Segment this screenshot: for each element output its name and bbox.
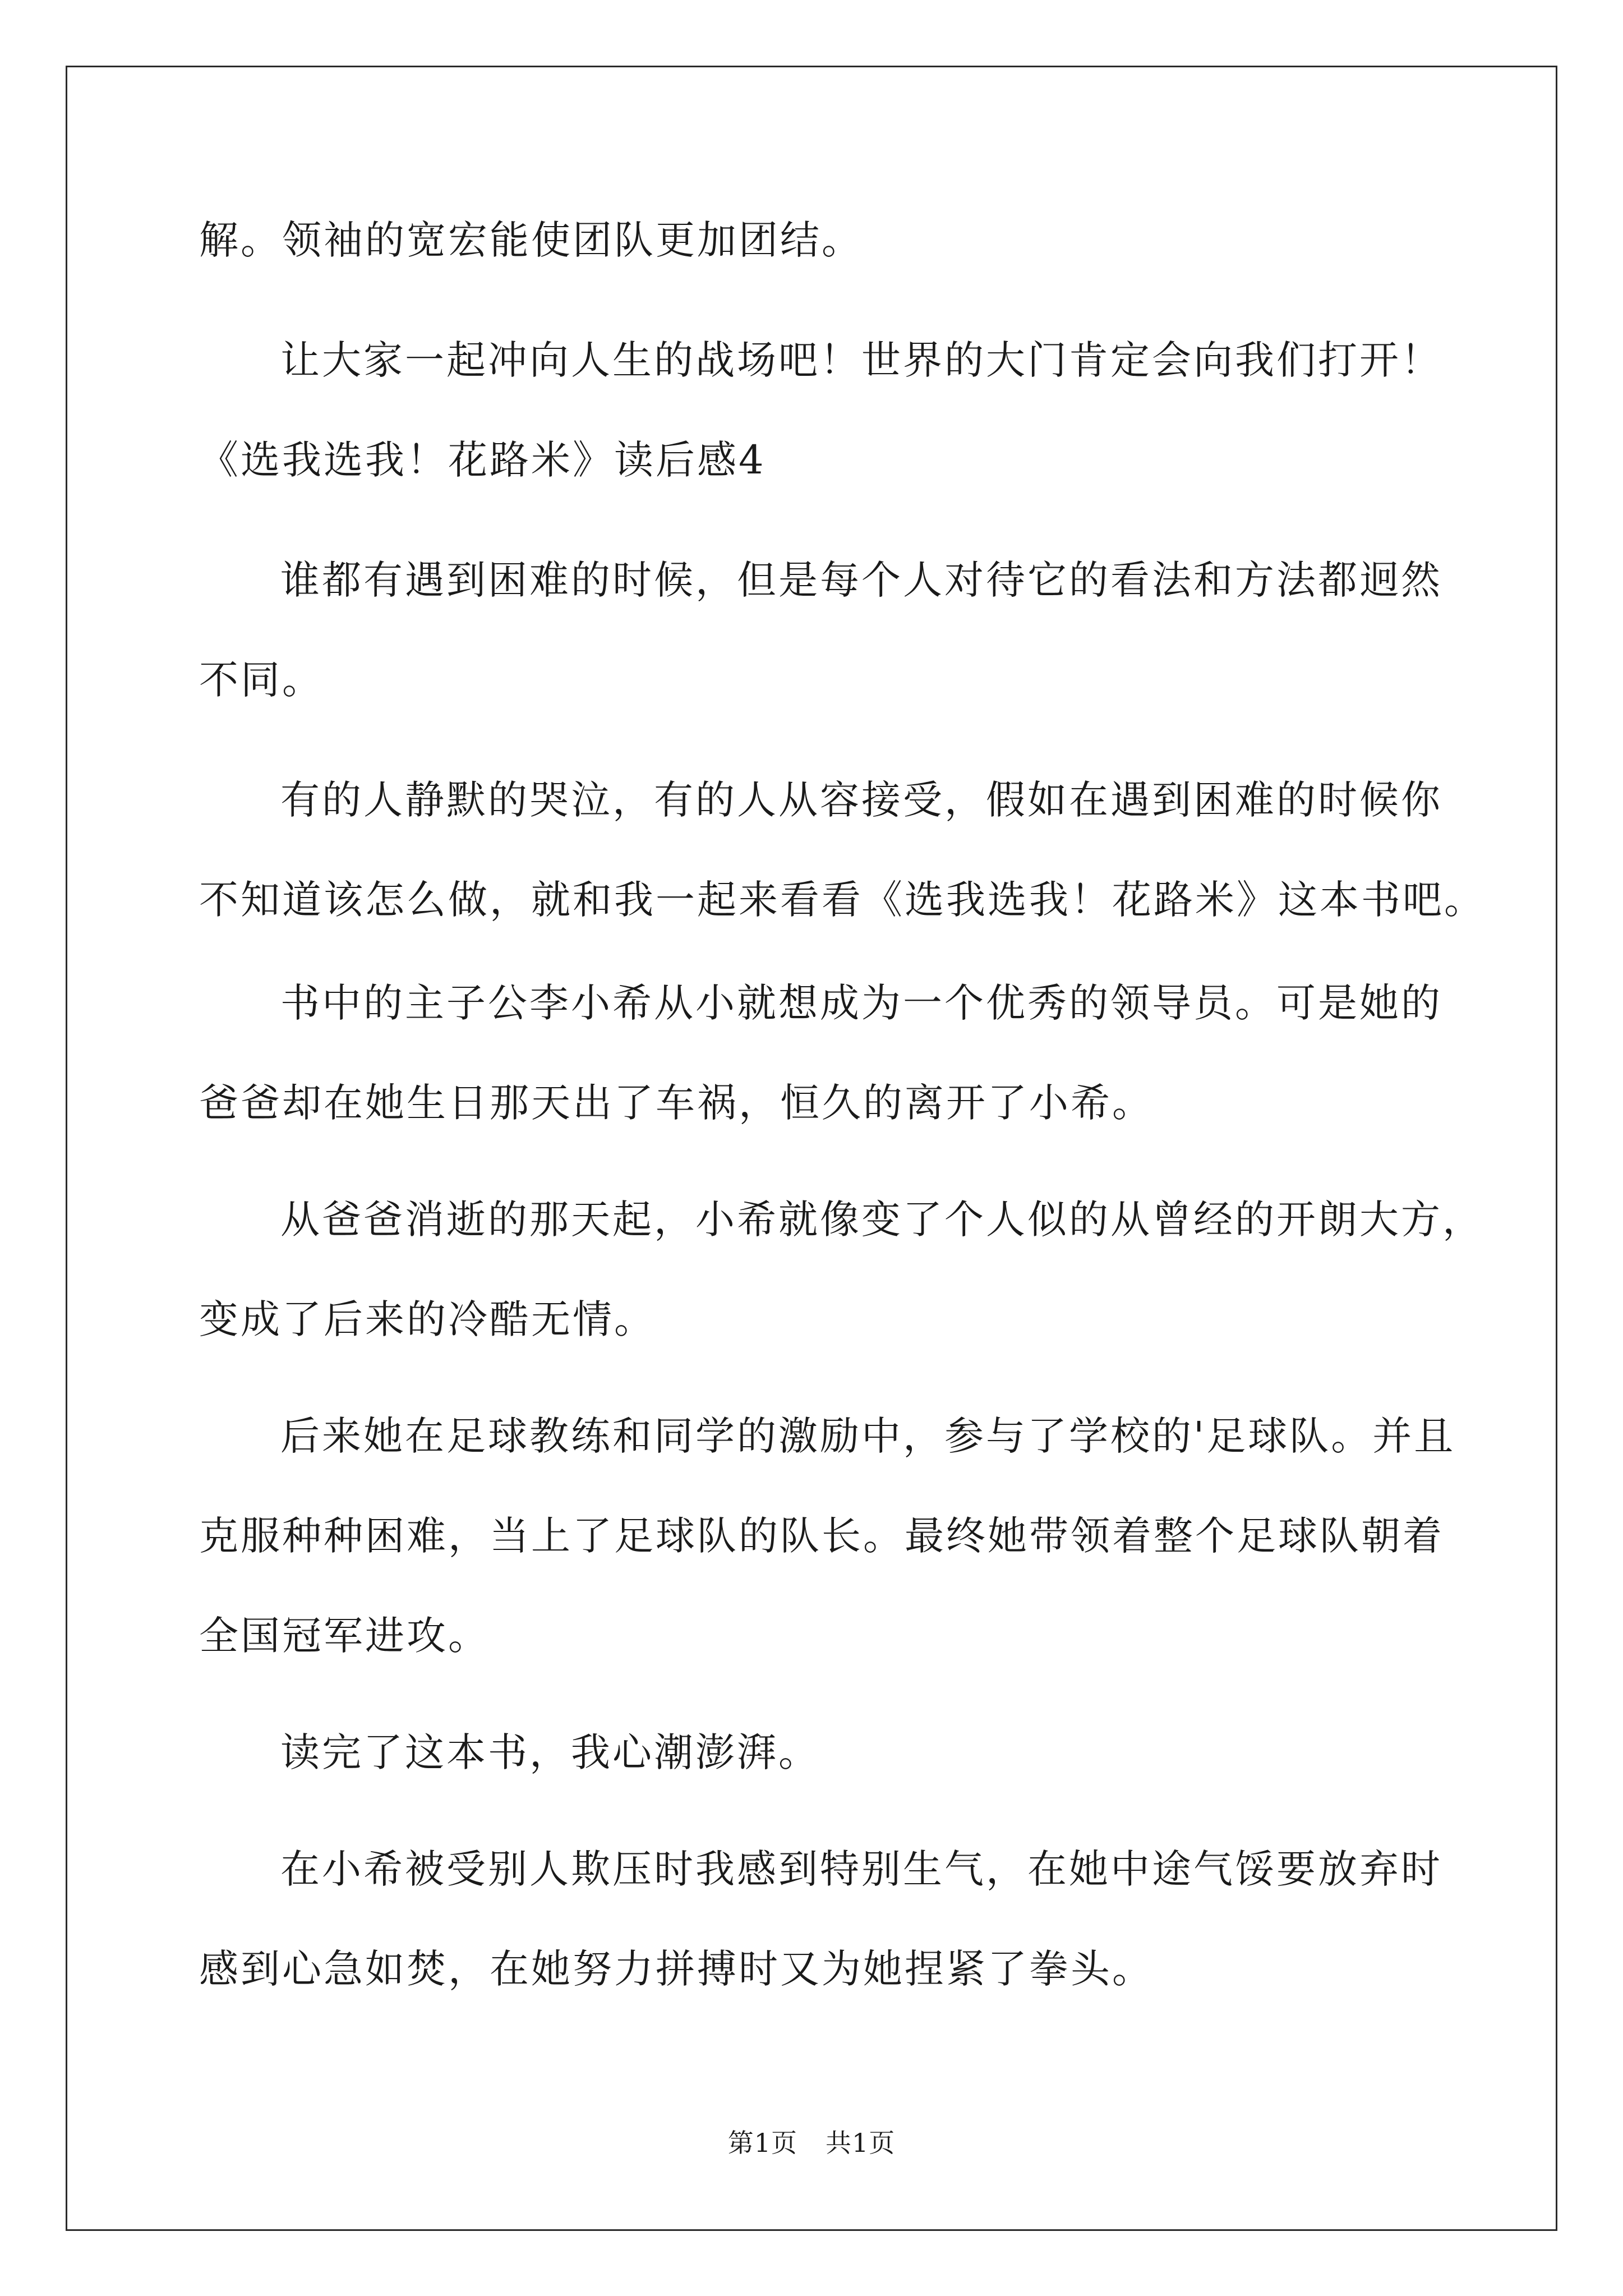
text-line: 不知道该怎么做，就和我一起来看看《选我选我！花路米》这本书吧。 (199, 877, 1486, 923)
text-line: 变成了后来的冷酷无情。 (199, 1296, 656, 1342)
text-line: 爸爸却在她生日那天出了车祸，恒久的离开了小希。 (199, 1080, 1154, 1126)
text-line: 不同。 (199, 657, 324, 703)
section-heading: 《选我选我！花路米》读后感4 (199, 437, 766, 483)
text-line: 有的人静默的哭泣，有的人从容接受，假如在遇到困难的时候你 (280, 777, 1442, 823)
text-line: 全国冠军进攻。 (199, 1613, 490, 1659)
text-line: 谁都有遇到困难的时候，但是每个人对待它的看法和方法都迥然 (280, 557, 1442, 603)
text-line: 克服种种困难，当上了足球队的队长。最终她带领着整个足球队朝着 (199, 1513, 1444, 1559)
text-line: 从爸爸消逝的那天起，小希就像变了个人似的从曾经的开朗大方， (280, 1197, 1484, 1243)
page-footer (0, 2126, 1623, 2160)
document-body (199, 213, 1486, 1996)
page-total: 共1页 (826, 2128, 896, 2158)
text-line: 让大家一起冲向人生的战场吧！世界的大门肯定会向我们打开！ (280, 337, 1442, 383)
text-line: 书中的主子公李小希从小就想成为一个优秀的领导员。可是她的 (280, 980, 1442, 1026)
page-number: 第1页 (727, 2128, 797, 2158)
text-line: 读完了这本书，我心潮澎湃。 (280, 1729, 820, 1775)
text-line: 后来她在足球教练和同学的激励中，参与了学校的'足球队。并且 (280, 1413, 1456, 1459)
text-line: 在小希被受别人欺压时我感到特别生气，在她中途气馁要放弃时 (280, 1846, 1442, 1892)
text-line: 解。领袖的宽宏能使团队更加团结。 (199, 217, 863, 263)
text-line: 感到心急如焚，在她努力拼搏时又为她捏紧了拳头。 (199, 1946, 1154, 1992)
